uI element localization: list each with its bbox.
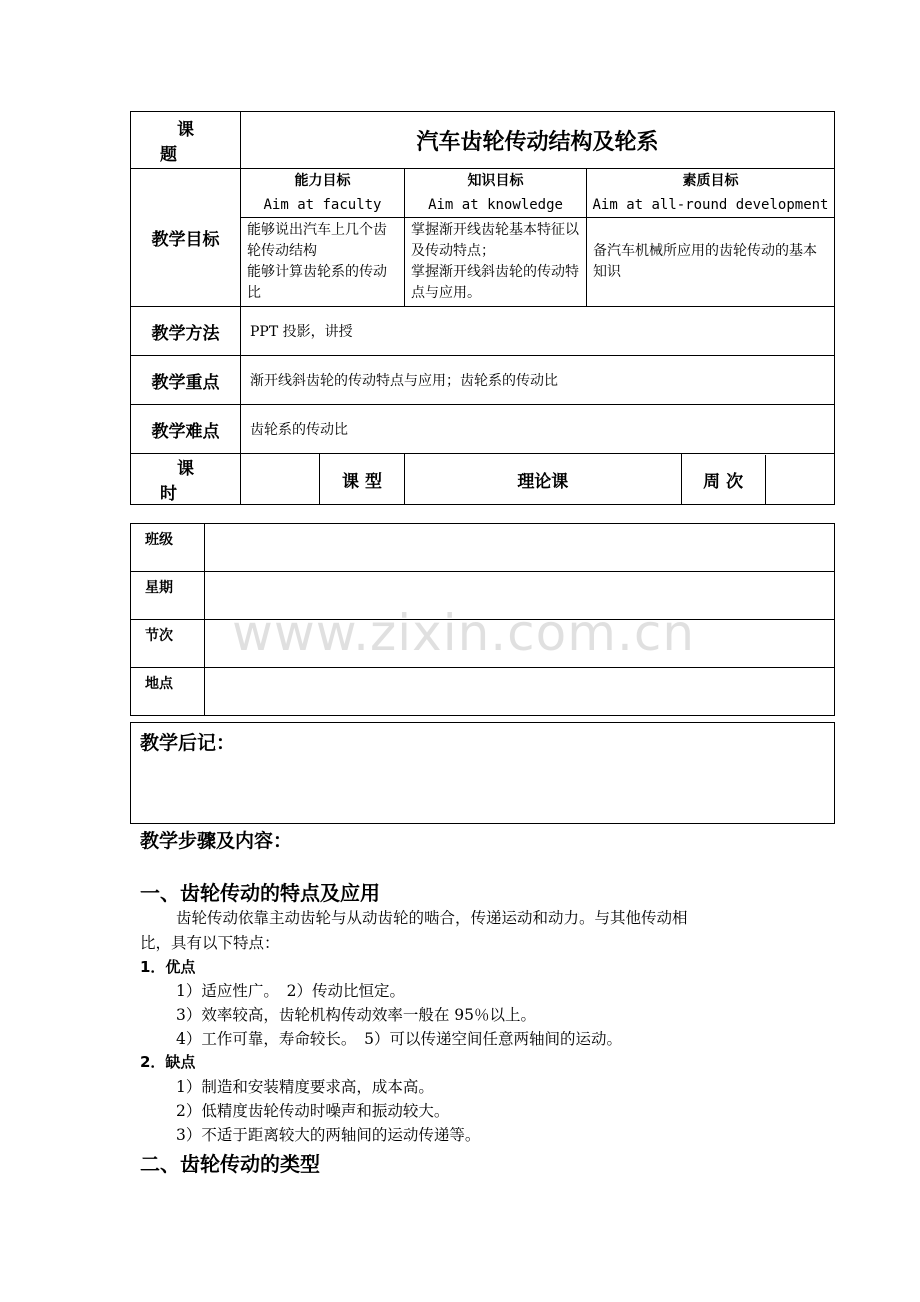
objective-head-quality-en: Aim at all-round development [592, 197, 829, 213]
disadvantage-line-2: 2）低精度齿轮传动时噪声和振动较大。 [176, 1102, 450, 1120]
teaching-notes-box [130, 722, 835, 824]
hours-value [241, 454, 320, 505]
weekday-value [205, 572, 835, 620]
advantages-title: 1．优点 [140, 958, 196, 976]
intro-line-2: 比，具有以下特点： [140, 934, 280, 952]
difficulty-row [131, 405, 835, 454]
objective-head-ability-en: Aim at faculty [263, 197, 382, 213]
disadvantage-line-3: 3）不适于距离较大的两轴间的运动传递等。 [176, 1126, 481, 1144]
section2-title: 二、齿轮传动的类型 [140, 1152, 320, 1176]
objective-head-quality-cn: 素质目标 [682, 173, 739, 189]
steps-title: 教学步骤及内容： [140, 830, 293, 852]
focus-row [131, 356, 835, 405]
class-label: 班级 [131, 524, 205, 572]
hours-label [131, 454, 241, 505]
teaching-notes-title: 教学后记： [140, 732, 236, 754]
objectives-label: 教学目标 [131, 169, 241, 307]
objective-body-quality: 备汽车机械所应用的齿轮传动的基本知识 [587, 218, 835, 307]
objective-head-knowledge-cn: 知识目标 [467, 173, 524, 189]
hours-row [131, 454, 835, 505]
topic-row [131, 112, 835, 169]
objectives-head-row [131, 169, 835, 218]
class-info-table [130, 523, 835, 716]
difficulty-value: 齿轮系的传动比 [241, 405, 835, 454]
topic-title: 汽车齿轮传动结构及轮系 [241, 112, 835, 169]
advantage-line-2: 3）效率较高，齿轮机构传动效率一般在 95％以上。 [176, 1006, 537, 1024]
weekday-label: 星期 [131, 572, 205, 620]
objective-head-ability-cn: 能力目标 [294, 173, 351, 189]
watermark: www.zixin.com.cn [232, 604, 696, 662]
week-cell [681, 454, 834, 505]
class-value [205, 524, 835, 572]
weekday-row [131, 572, 835, 620]
week-label: 周 次 [682, 455, 766, 504]
location-label: 地点 [131, 668, 205, 716]
objective-head-quality [587, 169, 835, 218]
section1-title: 一、齿轮传动的特点及应用 [140, 881, 380, 905]
objective-body-ability: 能够说出汽车上几个齿轮传动结构 能够计算齿轮系的传动比 [241, 218, 405, 307]
type-label: 课 型 [320, 454, 405, 505]
hours-label-text: 课 时 [160, 459, 228, 504]
topic-label-text: 课 题 [160, 120, 228, 165]
topic-label [131, 112, 241, 169]
objective-head-ability [241, 169, 405, 218]
method-value: PPT 投影，讲授 [241, 307, 835, 356]
week-value [766, 455, 834, 504]
focus-value: 渐开线斜齿轮的传动特点与应用；齿轮系的传动比 [241, 356, 835, 405]
intro-line-1: 齿轮传动依靠主动齿轮与从动齿轮的啮合，传递运动和动力。与其他传动相 [176, 909, 688, 927]
disadvantage-line-1: 1）制造和安装精度要求高，成本高。 [176, 1078, 434, 1096]
advantage-line-3: 4）工作可靠，寿命较长。 5）可以传递空间任意两轴间的运动。 [176, 1030, 622, 1048]
class-row [131, 524, 835, 572]
focus-label: 教学重点 [131, 356, 241, 405]
location-value [205, 668, 835, 716]
objective-head-knowledge [405, 169, 587, 218]
difficulty-label: 教学难点 [131, 405, 241, 454]
period-row [131, 620, 835, 668]
period-label: 节次 [131, 620, 205, 668]
disadvantages-title: 2．缺点 [140, 1053, 196, 1071]
objective-body-knowledge: 掌握渐开线齿轮基本特征以及传动特点； 掌握渐开线斜齿轮的传动特点与应用。 [405, 218, 587, 307]
method-row [131, 307, 835, 356]
lesson-info-table [130, 111, 835, 505]
location-row [131, 668, 835, 716]
objective-head-knowledge-en: Aim at knowledge [428, 197, 563, 213]
advantage-line-1: 1）适应性广。 2）传动比恒定。 [176, 982, 405, 1000]
type-value: 理论课 [405, 454, 682, 505]
method-label: 教学方法 [131, 307, 241, 356]
period-value [205, 620, 835, 668]
